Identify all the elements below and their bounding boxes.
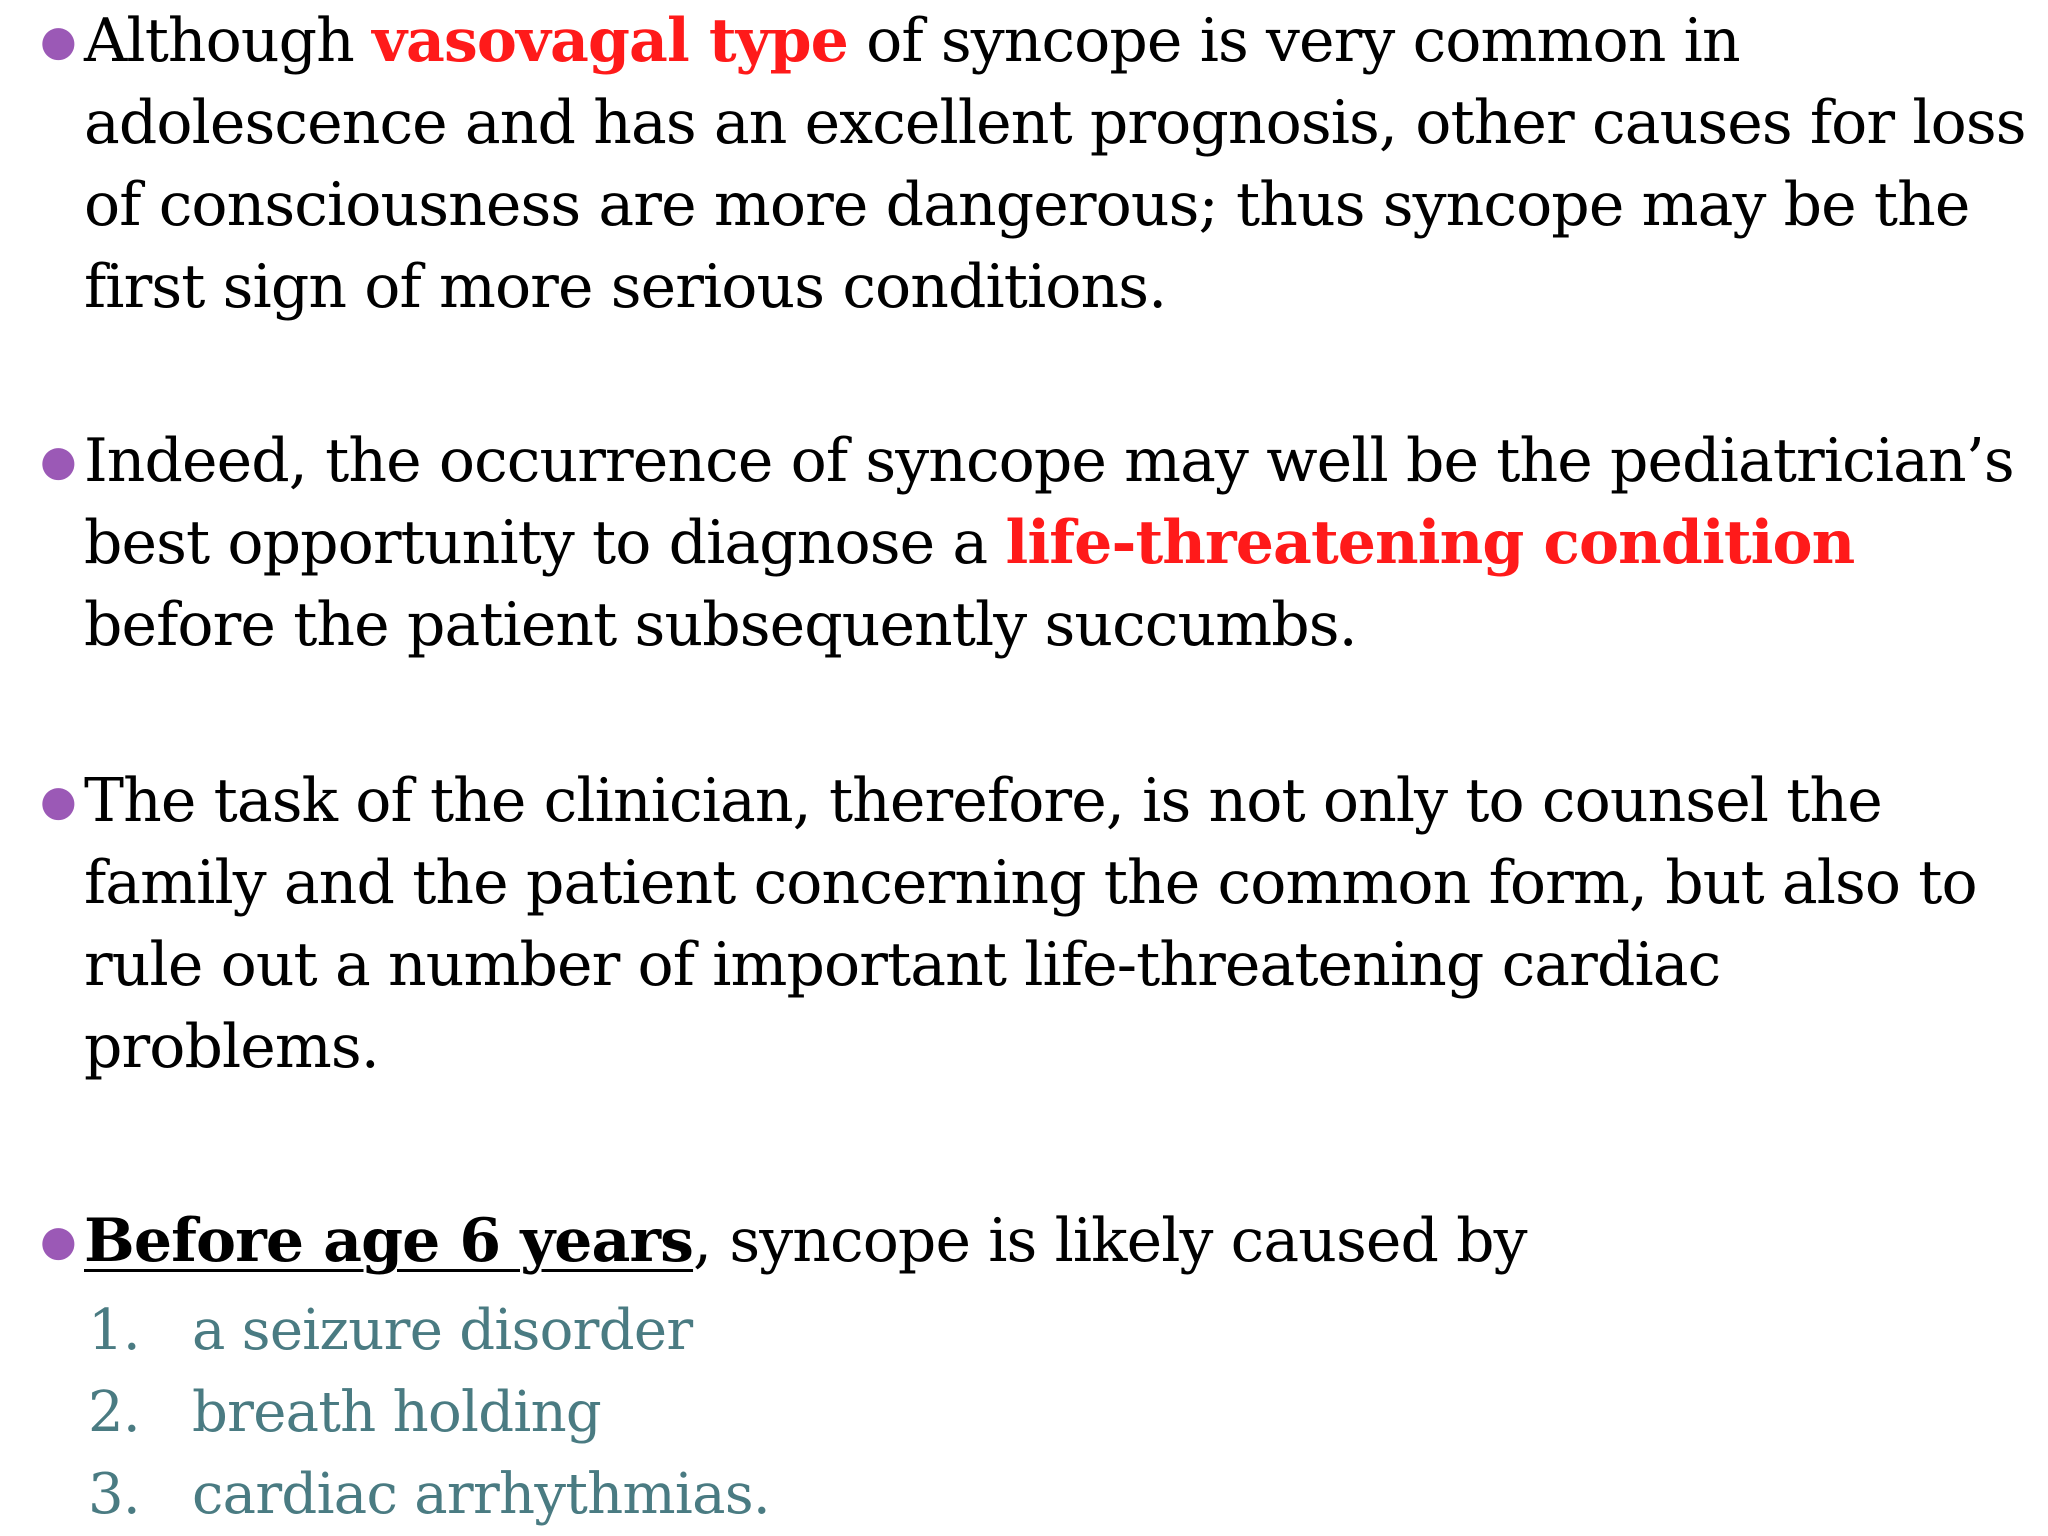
- bullet-opportunity: [40, 420, 2030, 666]
- text-line: before the patient subsequently succumbs.: [84, 590, 1357, 660]
- list-item-text: breath holding: [192, 1380, 602, 1445]
- highlight-life-threatening: life-threatening condition: [1005, 508, 1855, 578]
- bullet-text: [84, 420, 2030, 666]
- text-run: best opportunity to diagnose a: [84, 508, 1006, 578]
- bullet-vasovagal: [40, 0, 2030, 328]
- text-run: , syncope is likely caused by: [693, 1206, 1527, 1276]
- before-age-heading: Before age 6 years: [84, 1206, 694, 1276]
- text-line: Indeed, the occurrence of syncope may well be the pediatrician’s: [84, 426, 2014, 496]
- list-number: 3.: [88, 1462, 141, 1527]
- text-line: [84, 502, 2030, 584]
- text-line: adolescence and has an excellent prognosis, other causes for loss: [84, 88, 2026, 158]
- list-number: 2.: [88, 1380, 141, 1445]
- bullet-text: [84, 1200, 2030, 1282]
- text-line: The task of the clinician, therefore, is not only to counsel the: [84, 766, 1882, 836]
- bullet-text: [84, 0, 2030, 328]
- text-run: Although: [84, 6, 373, 76]
- text-line: of consciousness are more dangerous; thus syncope may be the: [84, 170, 1970, 240]
- text-line: first sign of more serious conditions.: [84, 252, 1167, 322]
- text-line: [84, 0, 2030, 82]
- bullet-clinician-task: [40, 760, 2030, 1088]
- text-line: problems.: [84, 1012, 379, 1082]
- text-line: rule out a number of important life-threatening cardiac: [84, 930, 1721, 1000]
- text-line: family and the patient concerning the common form, but also to: [84, 848, 1977, 918]
- text-line: [84, 1200, 2030, 1282]
- bullet-before-age-6: [40, 1200, 2030, 1282]
- list-number: 1.: [88, 1298, 141, 1363]
- bullet-dot-icon: ●: [40, 436, 77, 485]
- bullet-text: [84, 760, 2030, 1088]
- list-item-text: cardiac arrhythmias.: [192, 1462, 770, 1527]
- bullet-dot-icon: ●: [40, 776, 77, 825]
- list-item-text: a seizure disorder: [192, 1298, 693, 1363]
- bullet-dot-icon: ●: [40, 16, 77, 65]
- bullet-dot-icon: ●: [40, 1216, 77, 1265]
- highlight-vasovagal-type: vasovagal type: [372, 6, 848, 76]
- text-run: of syncope is very common in: [847, 6, 1740, 76]
